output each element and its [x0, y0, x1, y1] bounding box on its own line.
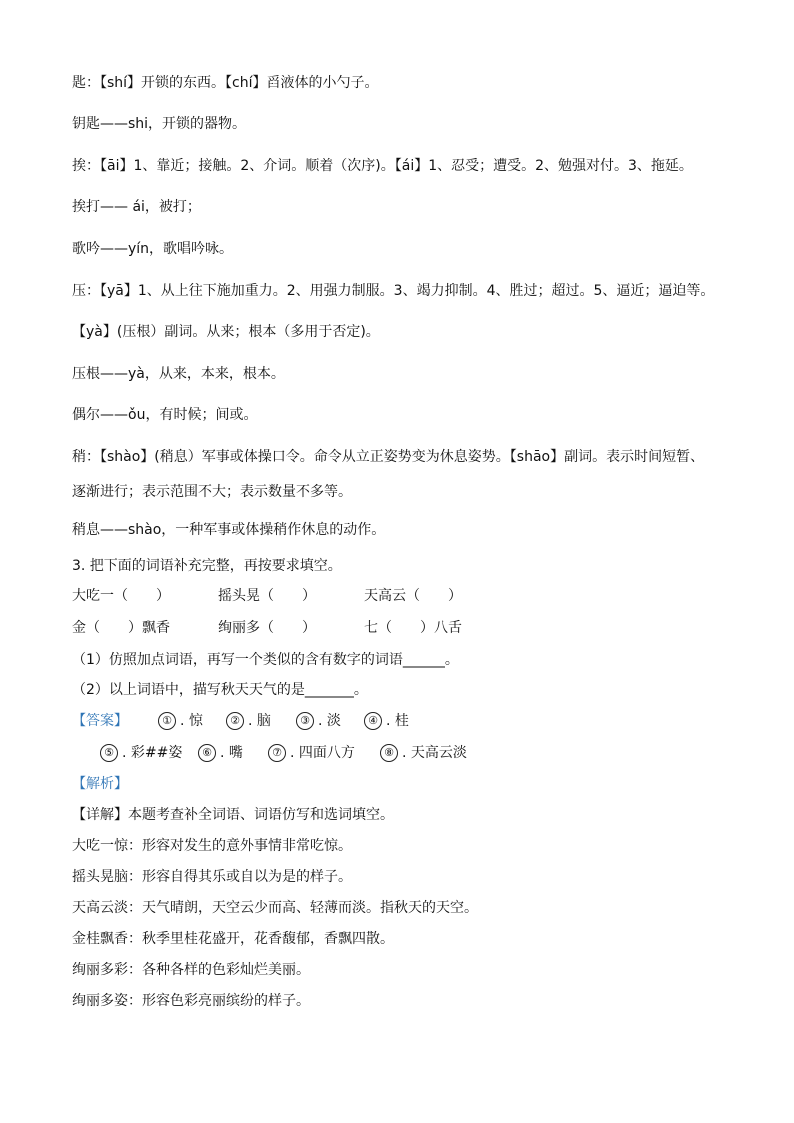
definition-line: 稍息——shào，一种军事或体操稍作休息的动作。	[72, 522, 386, 538]
answer-number: ⑧	[380, 744, 398, 762]
analysis-line: 摇头晃脑：形容自得其乐或自以为是的样子。	[72, 869, 352, 885]
analysis-detail: 【详解】本题考查补全词语、词语仿写和选词填空。	[72, 807, 394, 823]
answer-number: ④	[364, 712, 382, 730]
answer-label: 【答案】	[72, 713, 128, 729]
answer-text: . 嘴	[220, 745, 243, 761]
definition-line: 【yà】(压根）副词。从来；根本（多用于否定)。	[72, 324, 380, 340]
answer-item	[158, 711, 203, 731]
definition-line: 压根——yà，从来，本来，根本。	[72, 366, 285, 382]
analysis-label: 【解析】	[72, 776, 128, 792]
definition-line: 匙：【shí】开锁的东西。【chí】舀液体的小勺子。	[72, 75, 379, 91]
definition-line: 钥匙——shi，开锁的器物。	[72, 116, 247, 132]
answer-item	[268, 743, 355, 763]
definition-line: 偶尔——ǒu，有时候；间或。	[72, 407, 258, 423]
analysis-line: 天高云淡：天气晴朗，天空云少而高、轻薄而淡。指秋天的天空。	[72, 900, 478, 916]
answer-text: . 天高云淡	[402, 745, 467, 761]
definition-line: 压：【yā】1、从上往下施加重力。2、用强力制服。3、竭力抑制。4、胜过；超过。5、逼近；逼迫等。	[72, 283, 715, 299]
analysis-line: 金桂飘香：秋季里桂花盛开，花香馥郁，香飘四散。	[72, 931, 394, 947]
sub-question: （2）以上词语中，描写秋天天气的是_______。	[72, 682, 368, 698]
definition-line: 挨打—— ái，被打；	[72, 199, 201, 215]
answer-text: . 四面八方	[290, 745, 355, 761]
answer-item	[226, 711, 271, 731]
sub-question: （1）仿照加点词语，再写一个类似的含有数字的词语______。	[72, 652, 459, 668]
answer-item	[198, 743, 243, 763]
answer-text: . 惊	[180, 713, 203, 729]
answer-text: . 桂	[386, 713, 409, 729]
answer-item	[380, 743, 467, 763]
fill-blank-item: 摇头晃（ ）	[218, 588, 316, 604]
definition-line: 逐渐进行；表示范围不大；表示数量不多等。	[72, 484, 352, 500]
answer-number: ⑤	[100, 744, 118, 762]
question-stem: 3. 把下面的词语补充完整，再按要求填空。	[72, 558, 342, 574]
answer-number: ①	[158, 712, 176, 730]
analysis-line: 绚丽多姿：形容色彩亮丽缤纷的样子。	[72, 993, 310, 1009]
definition-line: 歌吟——yín，歌唱吟咏。	[72, 241, 234, 257]
definition-line: 稍：【shào】(稍息）军事或体操口令。命令从立正姿势变为休息姿势。【shāo】副词。表示时间短暂、	[72, 449, 705, 465]
answer-text: . 脑	[248, 713, 271, 729]
definition-line: 挨：【āi】1、靠近；接触。2、介词。顺着（次序)。【ái】1、忍受；遭受。2、勉强对付。3、拖延。	[72, 158, 693, 174]
analysis-line: 大吃一惊：形容对发生的意外事情非常吃惊。	[72, 838, 352, 854]
fill-blank-item: 七（ ）八舌	[364, 620, 462, 636]
answer-number: ⑥	[198, 744, 216, 762]
fill-blank-item: 天高云（ ）	[364, 588, 462, 604]
fill-blank-item: 金（ ）飘香	[72, 620, 170, 636]
answer-number: ③	[296, 712, 314, 730]
analysis-line: 绚丽多彩：各种各样的色彩灿烂美丽。	[72, 962, 310, 978]
fill-blank-item: 大吃一（ ）	[72, 588, 170, 604]
answer-number: ⑦	[268, 744, 286, 762]
answer-item	[100, 743, 182, 763]
answer-item	[296, 711, 341, 731]
fill-blank-item: 绚丽多（ ）	[218, 620, 316, 636]
answer-number: ②	[226, 712, 244, 730]
answer-text: . 淡	[318, 713, 341, 729]
answer-item	[364, 711, 409, 731]
answer-text: . 彩##姿	[122, 745, 183, 761]
